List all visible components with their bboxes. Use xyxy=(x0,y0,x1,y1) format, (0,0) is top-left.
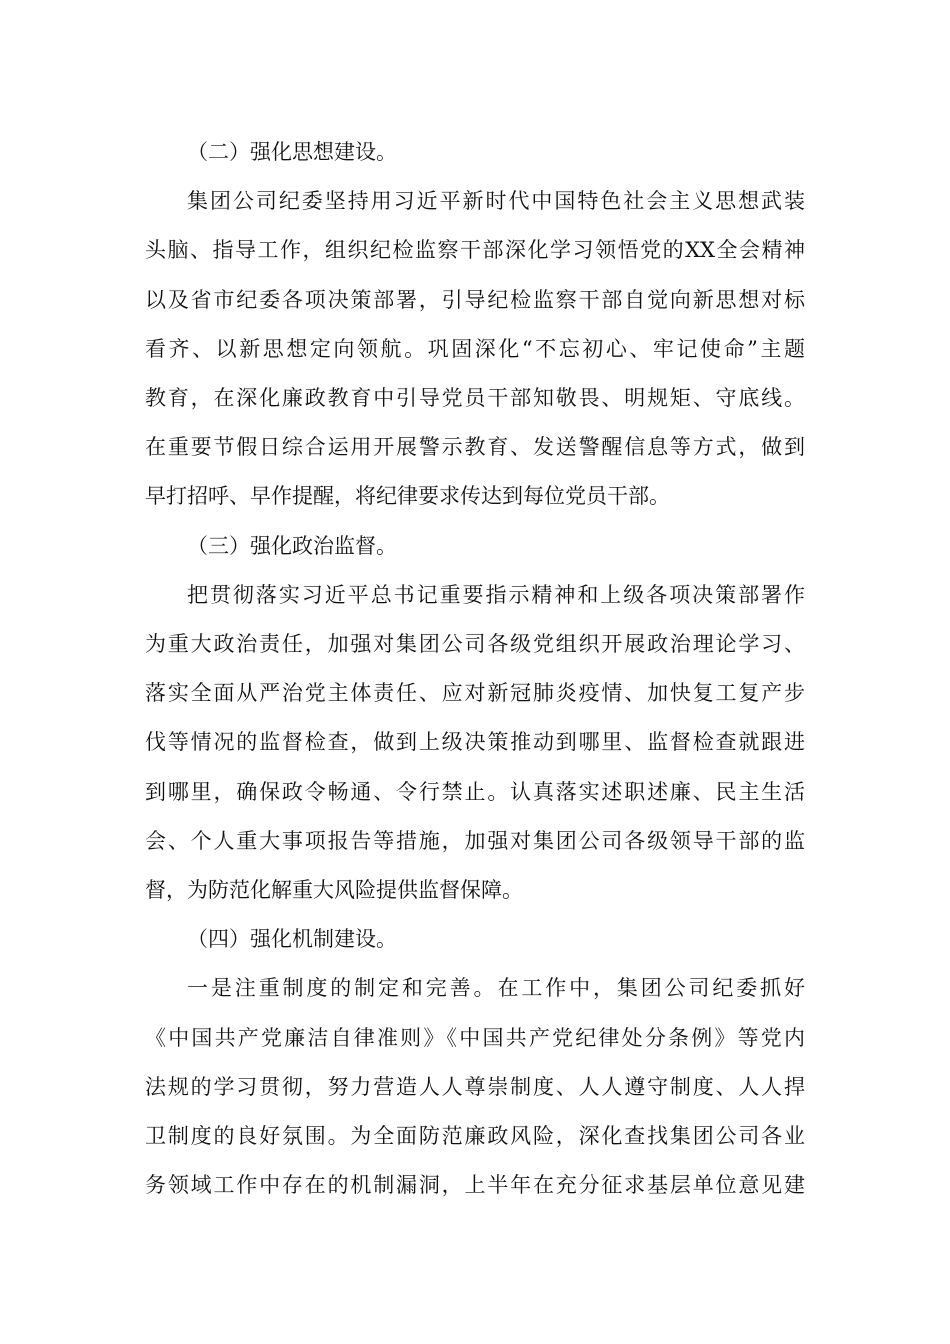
text-line: 以及省市纪委各项决策部署，引导纪检监察干部自觉向新思想对标 xyxy=(145,287,805,312)
text-line: 《中国共产党廉洁自律准则》《中国共产党纪律处分条例》等党内 xyxy=(145,1025,805,1050)
body-paragraph xyxy=(145,177,805,521)
text-line: 头脑、指导工作，组织纪检监察干部深化学习领悟党的XX全会精神 xyxy=(145,238,805,263)
text-line: 教育，在深化廉政教育中引导党员干部知敬畏、明规矩、守底线。 xyxy=(145,386,805,411)
text-line: 看齐、以新思想定向领航。巩固深化“不忘初心、牢记使命”主题 xyxy=(145,336,805,361)
text-line: （三）强化政治监督。 xyxy=(187,533,397,558)
body-paragraph xyxy=(145,964,805,1210)
text-line: 务领域工作中存在的机制漏洞，上半年在充分征求基层单位意见建 xyxy=(145,1173,805,1198)
section-heading xyxy=(145,522,805,571)
text-line: 伐等情况的监督检查，做到上级决策推动到哪里、监督检查就跟进 xyxy=(145,730,805,755)
text-line: 法规的学习贯彻，努力营造人人尊崇制度、人人遵守制度、人人捍 xyxy=(145,1074,805,1099)
section-heading xyxy=(145,128,805,177)
document-body xyxy=(145,128,805,1210)
text-line: 到哪里，确保政令畅通、令行禁止。认真落实述职述廉、民主生活 xyxy=(145,779,805,804)
text-line: 卫制度的良好氛围。为全面防范廉政风险，深化查找集团公司各业 xyxy=(145,1124,805,1149)
text-line: 一是注重制度的制定和完善。在工作中，集团公司纪委抓好 xyxy=(187,976,805,1001)
text-line: （二）强化思想建设。 xyxy=(187,140,397,164)
text-line: 把贯彻落实习近平总书记重要指示精神和上级各项决策部署作 xyxy=(187,582,805,607)
text-line: 早打招呼、早作提醒，将纪律要求传达到每位党员干部。 xyxy=(145,484,670,509)
body-paragraph xyxy=(145,571,805,915)
text-line: 督，为防范化解重大风险提供监督保障。 xyxy=(145,878,523,903)
text-line: 集团公司纪委坚持用习近平新时代中国特色社会主义思想武装 xyxy=(187,189,805,214)
text-line: 会、个人重大事项报告等措施，加强对集团公司各级领导干部的监 xyxy=(145,828,805,853)
text-line: （四）强化机制建设。 xyxy=(187,927,397,952)
section-heading xyxy=(145,915,805,964)
text-line: 为重大政治责任，加强对集团公司各级党组织开展政治理论学习、 xyxy=(145,632,805,657)
text-line: 在重要节假日综合运用开展警示教育、发送警醒信息等方式，做到 xyxy=(145,435,805,460)
text-line: 落实全面从严治党主体责任、应对新冠肺炎疫情、加快复工复产步 xyxy=(145,681,805,706)
